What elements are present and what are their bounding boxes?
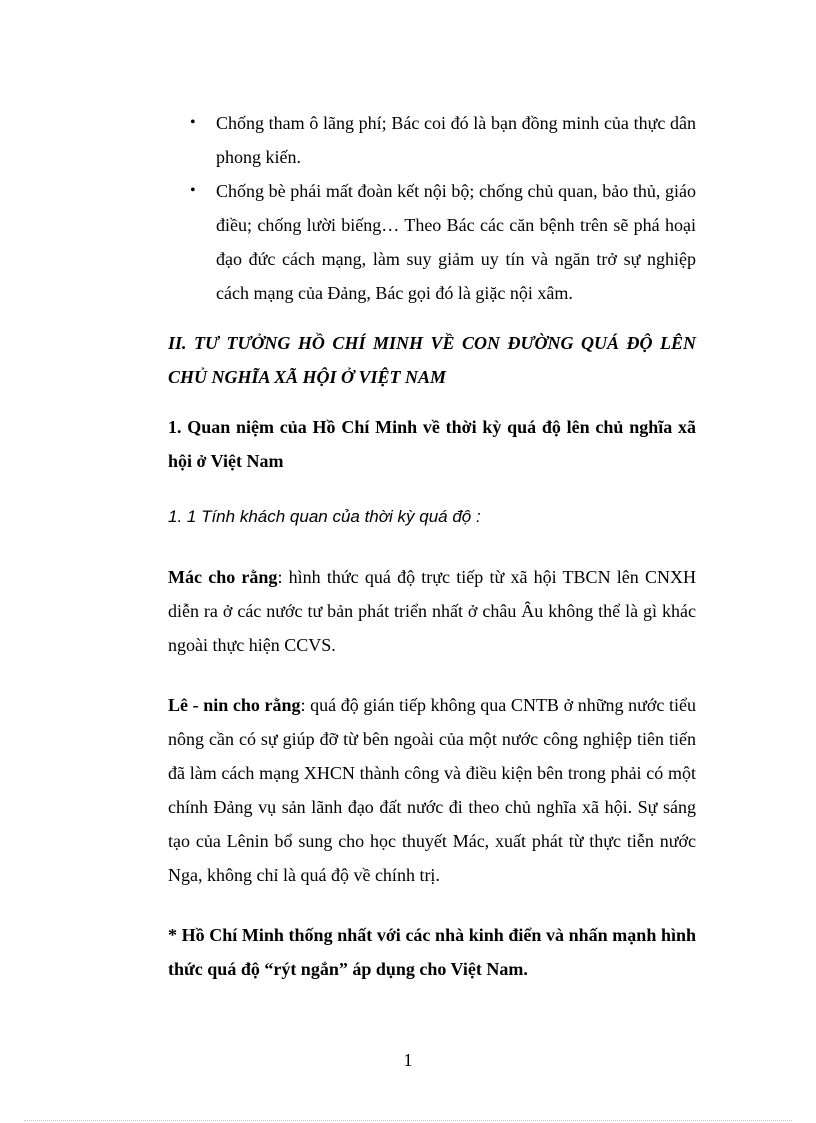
subsubsection-heading <box>168 500 696 534</box>
bullet-item <box>168 106 696 174</box>
subsubsection-heading-text: 1. 1 Tính khách quan của thời kỳ quá độ : <box>168 507 481 526</box>
emphasis-paragraph: * Hồ Chí Minh thống nhất với các nhà kinh điển và nhấn mạnh hình thức quá độ “rýt ngắn” áp dụng cho Việt Nam. <box>168 925 696 979</box>
bullet-item <box>168 174 696 310</box>
page-number: 1 <box>403 1050 413 1070</box>
paragraph-marx <box>168 560 696 662</box>
page-content <box>168 106 696 986</box>
paragraph-body: : quá độ gián tiếp không qua CNTB ở những nước tiểu nông cần có sự giúp đỡ từ bên ngoài của một nước công nghiệp tiên tiến đã làm cách mạng XHCN thành công và điều kiện bên trong phải có một chính Đảng vụ sản lãnh đạo đất nước đi theo chủ nghĩa xã hội. Sự sáng tạo của Lênin bổ sung cho học thuyết Mác, xuất phát từ thực tiễn nước Nga, không chỉ là quá độ về chính trị. <box>168 695 696 885</box>
paragraph-lenin <box>168 688 696 892</box>
bullet-text: Chống bè phái mất đoàn kết nội bộ; chống chủ quan, bảo thủ, giáo điều; chống lười biếng… Theo Bác các căn bệnh trên sẽ phá hoại đạo đức cách mạng, làm suy giảm uy tín và ngăn trở sự nghiệp cách mạng của Đảng, Bác gọi đó là giặc nội xâm. <box>216 181 696 303</box>
subsection-heading: 1. Quan niệm của Hồ Chí Minh về thời kỳ quá độ lên chủ nghĩa xã hội ở Việt Nam <box>168 417 696 471</box>
paragraph-body: : hình thức quá độ trực tiếp từ xã hội TBCN lên CNXH diễn ra ở các nước tư bản phát triển nhất ở châu Âu không thể là gì khác ngoài thực hiện CCVS. <box>168 567 697 655</box>
section-heading: II. TƯ TƯỞNG HỒ CHÍ MINH VỀ CON ĐƯỜNG QUÁ ĐỘ LÊN CHỦ NGHĨA XÃ HỘI Ở VIỆT NAM <box>168 333 696 387</box>
bullet-list <box>168 106 696 310</box>
paragraph-lead: Lê - nin cho rằng <box>168 695 301 715</box>
bullet-text: Chống tham ô lãng phí; Bác coi đó là bạn đồng minh của thực dân phong kiến. <box>216 113 696 167</box>
paragraph-lead: Mác cho rằng <box>168 567 278 587</box>
page-bottom-divider <box>24 1120 792 1121</box>
bullet-icon: • <box>190 114 196 131</box>
bullet-icon: • <box>190 182 196 199</box>
